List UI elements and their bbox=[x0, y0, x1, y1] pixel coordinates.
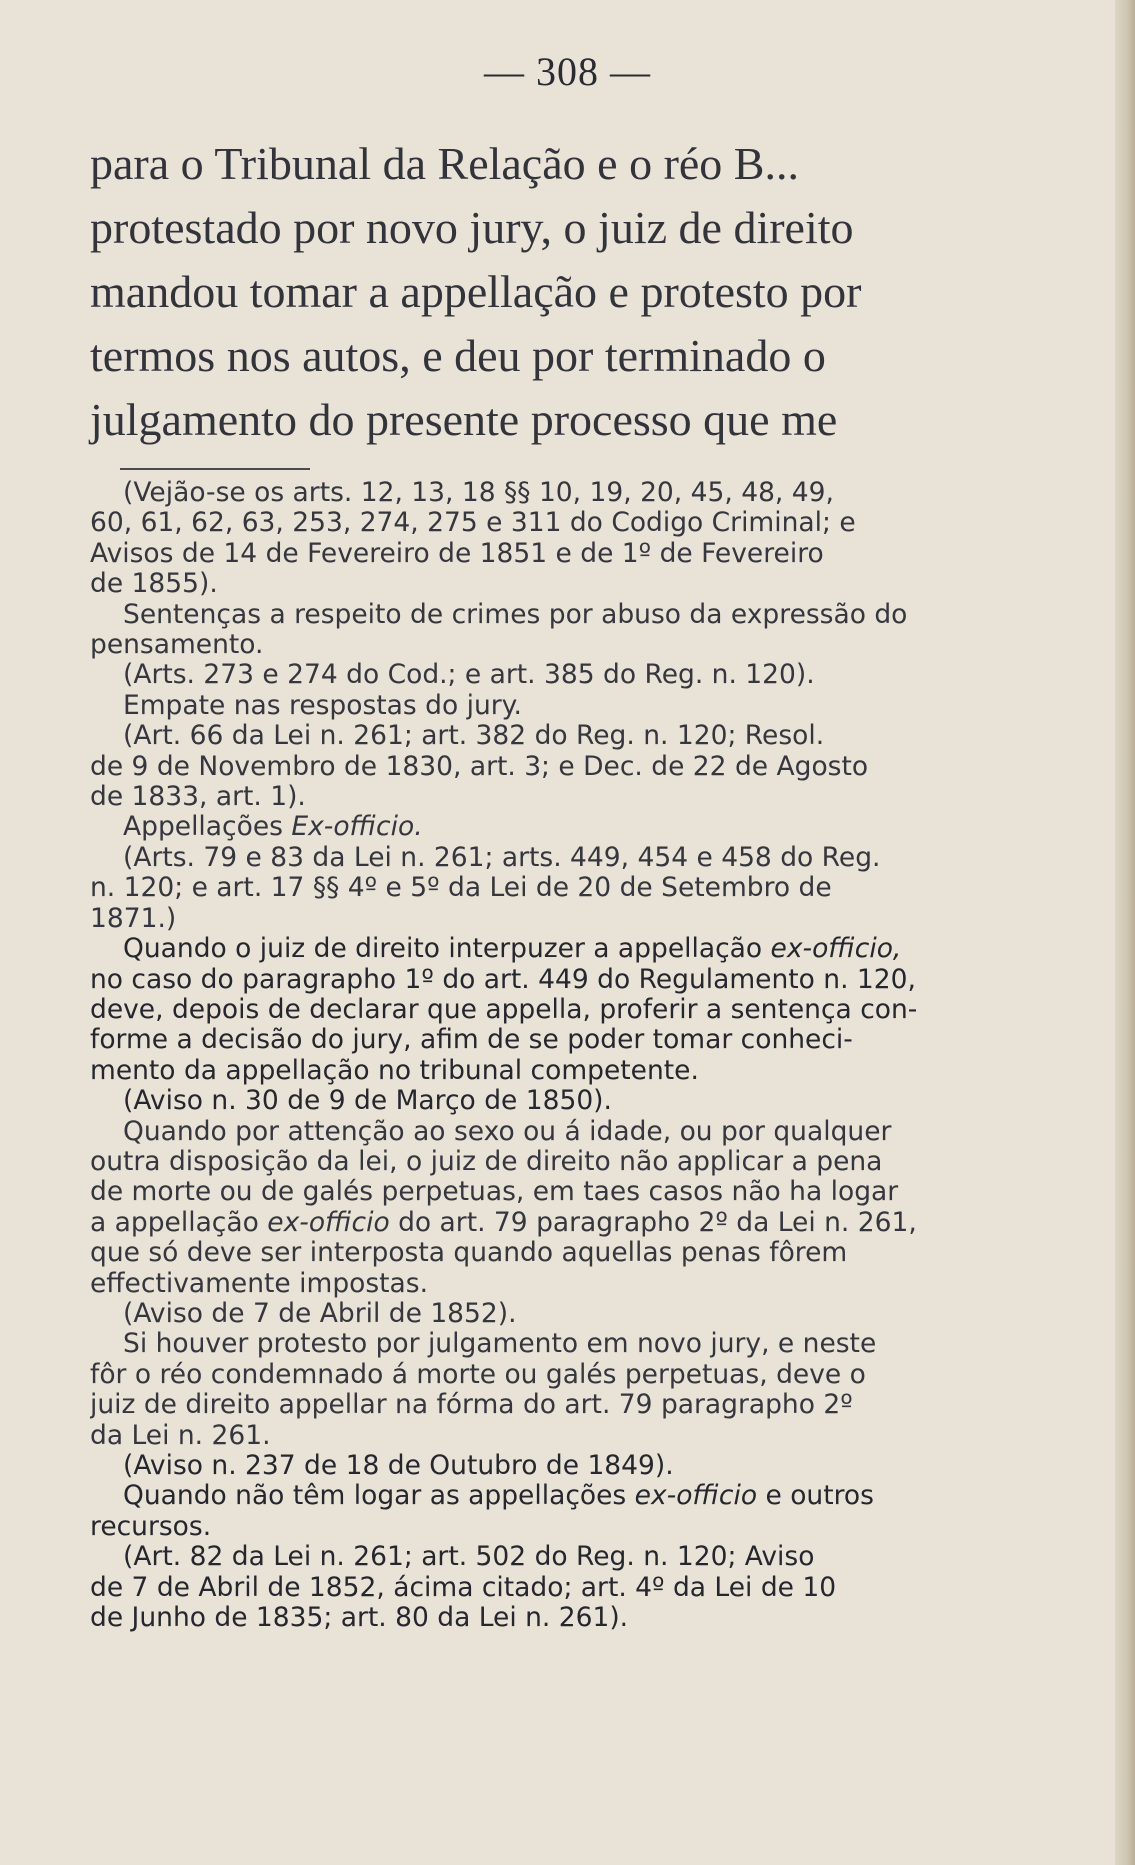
note-heading bbox=[90, 812, 1015, 842]
note-line: de 9 de Novembro de 1830, art. 3; e Dec. de 22 de Agosto bbox=[90, 751, 869, 782]
text-line: protestado por novo jury, o juiz de direito bbox=[90, 202, 854, 253]
note-line: Si houver protesto por julgamento em novo jury, e neste bbox=[123, 1329, 877, 1360]
note-text: Quando não têm logar as appellações bbox=[123, 1481, 635, 1512]
note-line bbox=[90, 1208, 1015, 1238]
note-line: (Aviso n. 237 de 18 de Outubro de 1849). bbox=[123, 1451, 674, 1481]
note-line: que só deve ser interposta quando aquellas penas fôrem bbox=[90, 1238, 848, 1269]
note-line: (Aviso n. 30 de 9 de Março de 1850). bbox=[123, 1086, 612, 1117]
note-text: e outros bbox=[757, 1481, 874, 1512]
footnotes bbox=[90, 478, 1015, 1633]
note-line: de morte ou de galés perpetuas, em taes casos não ha logar bbox=[90, 1177, 899, 1208]
text-line: para o Tribunal da Relação e o réo B... bbox=[90, 138, 799, 189]
note-line: mento da appellação no tribunal competente. bbox=[90, 1055, 699, 1086]
note-line: Quando por attenção ao sexo ou á idade, ou por qualquer bbox=[123, 1116, 892, 1147]
text-line: termos nos autos, e deu por terminado o bbox=[90, 330, 826, 381]
note-text: Quando o juiz de direito interpuzer a appellação bbox=[123, 934, 771, 965]
note-line: (Aviso de 7 de Abril de 1852). bbox=[123, 1298, 517, 1329]
note-line: juiz de direito appellar na fórma do art. 79 paragrapho 2º bbox=[90, 1390, 853, 1421]
note-italic: ex-officio bbox=[634, 1481, 758, 1512]
note-italic: ex-officio, bbox=[770, 934, 902, 965]
note-line: (Arts. 273 e 274 do Cod.; e art. 385 do Reg. n. 120). bbox=[123, 660, 815, 691]
note-text: do art. 79 paragrapho 2º da Lei n. 261, bbox=[389, 1207, 917, 1238]
note-line bbox=[90, 934, 1015, 964]
note-line: de 7 de Abril de 1852, ácima citado; art. 4º da Lei de 10 bbox=[90, 1572, 837, 1603]
note-italic: Ex-officio. bbox=[291, 812, 423, 843]
note-line: Avisos de 14 de Fevereiro de 1851 e de 1º de Fevereiro bbox=[90, 538, 824, 569]
main-text bbox=[90, 132, 1010, 452]
note-line: outra disposição da lei, o juiz de direito não applicar a pena bbox=[90, 1146, 883, 1177]
note-line: de Junho de 1835; art. 80 da Lei n. 261). bbox=[90, 1603, 629, 1634]
note-line: no caso do paragrapho 1º do art. 449 do Regulamento n. 120, bbox=[90, 964, 916, 995]
note-heading: Empate nas respostas do jury. bbox=[123, 690, 522, 721]
note-text: Appellações bbox=[123, 812, 292, 843]
note-line: 1871.) bbox=[90, 903, 177, 934]
note-line: forme a decisão do jury, afim de se poder tomar conheci- bbox=[90, 1025, 853, 1056]
text-line: julgamento do presente processo que me bbox=[90, 394, 838, 445]
text-line: mandou tomar a appellação e protesto por bbox=[90, 266, 862, 317]
note-line: recursos. bbox=[90, 1511, 212, 1542]
page-number: — 308 — bbox=[484, 49, 651, 94]
note-line: effectivamente impostas. bbox=[90, 1268, 429, 1299]
note-line: (Vejão-se os arts. 12, 13, 18 §§ 10, 19, 20, 45, 48, 49, bbox=[123, 478, 834, 508]
note-line: deve, depois de declarar que appella, proferir a sentença con- bbox=[90, 994, 918, 1025]
note-line: de 1833, art. 1). bbox=[90, 782, 306, 813]
note-italic: ex-officio bbox=[267, 1207, 390, 1238]
footnote-rule bbox=[120, 468, 310, 470]
note-line: (Arts. 79 e 83 da Lei n. 261; arts. 449, 454 e 458 do Reg. bbox=[123, 842, 881, 873]
note-line: (Art. 82 da Lei n. 261; art. 502 do Reg. n. 120; Aviso bbox=[123, 1542, 815, 1573]
note-line: n. 120; e art. 17 §§ 4º e 5º da Lei de 20 de Setembro de bbox=[90, 873, 832, 904]
note-line bbox=[90, 1481, 1015, 1511]
note-heading: Sentenças a respeito de crimes por abuso da expressão do bbox=[123, 599, 908, 630]
note-line: 60, 61, 62, 63, 253, 274, 275 e 311 do Codigo Criminal; e bbox=[90, 508, 856, 539]
note-heading: pensamento. bbox=[90, 630, 264, 661]
note-line: da Lei n. 261. bbox=[90, 1420, 271, 1451]
note-line: de 1855). bbox=[90, 569, 218, 600]
note-text: a appellação bbox=[90, 1207, 268, 1238]
note-line: fôr o réo condemnado á morte ou galés perpetuas, deve o bbox=[90, 1359, 866, 1390]
page-edge bbox=[1115, 0, 1135, 1865]
note-line: (Art. 66 da Lei n. 261; art. 382 do Reg. n. 120; Resol. bbox=[123, 721, 825, 752]
